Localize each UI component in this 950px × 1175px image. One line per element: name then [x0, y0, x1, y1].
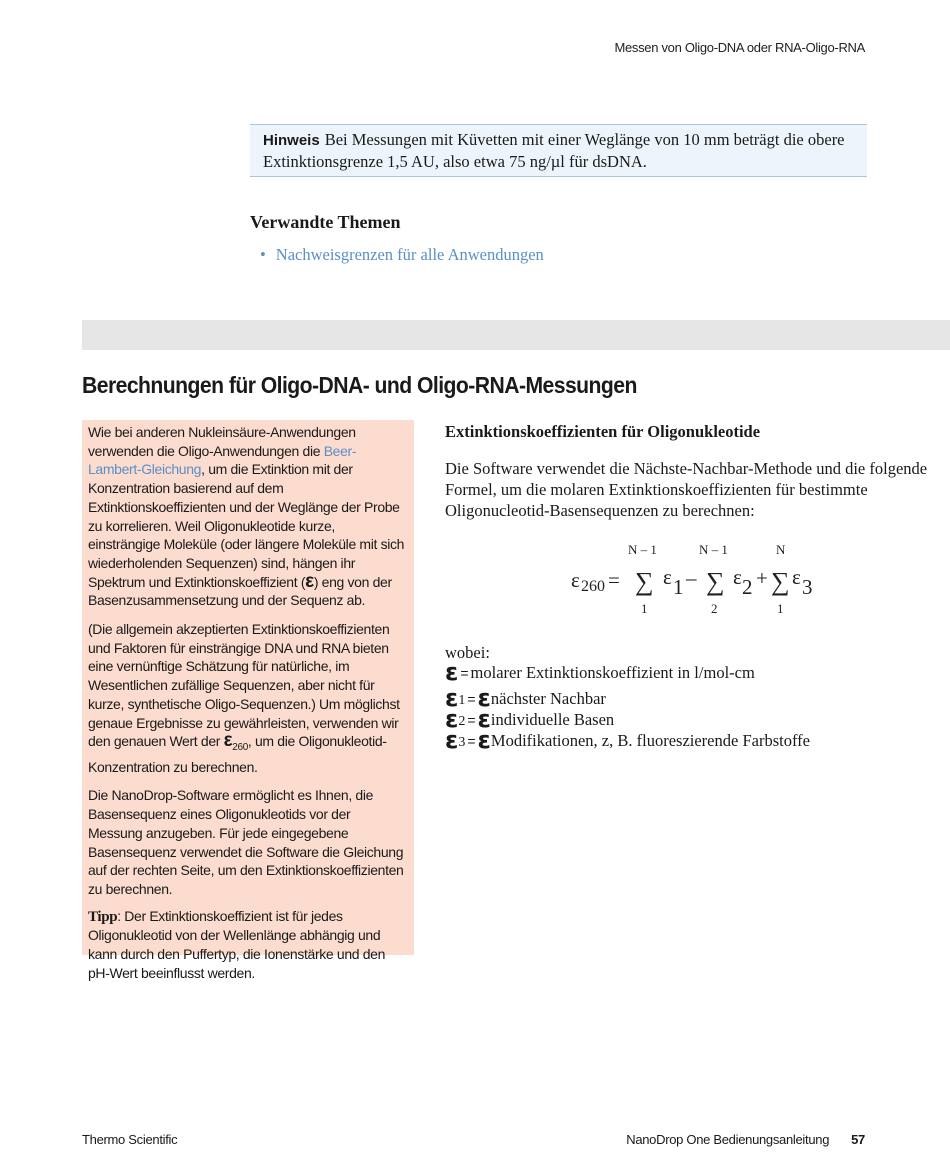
definition-epsilon — [445, 658, 755, 686]
term-subscript-1: 1 — [673, 575, 684, 599]
definition-text: Modifikationen, z, B. fluoreszierende Farbstoffe — [490, 731, 810, 750]
formula-lhs-epsilon: ε — [571, 568, 580, 592]
formula-lhs-subscript: 260 — [581, 578, 605, 595]
sidebar-p1-text-b: , um die Extinktion mit der Konzentration basierend auf dem Extinktionskoeffizienten und der Weglänge der Probe zu korrelieren. Weil Oligonukleotide kurze, einsträngige Moleküle (oder längere Moleküle mit sich wiederholenden Sequenzen) sind, hängen ihr Spektrum und Extinktionskoeffizient ( — [88, 461, 405, 590]
lower-limit-3: 1 — [777, 601, 784, 616]
wobei-label: wobei: — [445, 643, 490, 662]
bullet-icon: • — [260, 245, 266, 264]
related-link-detection-limits[interactable]: Nachweisgrenzen für alle Anwendungen — [275, 245, 544, 264]
epsilon-subscript: 2 — [458, 714, 466, 729]
footer-company: Thermo Scientific — [82, 1132, 178, 1147]
operator-plus: + — [756, 566, 768, 590]
epsilon-symbol: ε — [305, 570, 314, 592]
equals-sign: = — [467, 691, 476, 707]
sidebar-p1-text-a: Wie bei anderen Nukleinsäure-Anwendungen verwenden die Oligo-Anwendungen die — [88, 424, 356, 459]
sidebar-paragraph-3: Die NanoDrop-Software ermöglicht es Ihnen, die Basensequenz eines Oligonukleotids vor der Messung anzugeben. Für jede eingegebene Basensequenz verwendet die Software die Gleichung auf der rechten Seite, um den Extinktionskoeffizienten zu berechnen. — [88, 787, 404, 897]
sidebar-p2-text-a: (Die allgemein akzeptierten Extinktionskoeffizienten und Faktoren für einsträngige DNA und RNA bieten eine vernünftige Schätzung für natürliche, im Wesentlichen zufällige Sequenzen, aber nicht für kurze, synthetische Oligo-Sequenzen.) Um möglichst genaue Ergebnisse zu gewährleisten, verwenden wir den genauen Wert der — [88, 621, 400, 750]
definition-text: individuelle Basen — [490, 710, 615, 729]
sum-symbol-3: ∑ — [771, 567, 790, 596]
definition-epsilon-2 — [445, 705, 615, 733]
upper-limit-3: N — [776, 542, 786, 557]
epsilon-symbol: ε — [477, 726, 491, 754]
term-subscript-2: 2 — [742, 575, 753, 599]
epsilon-subscript: 260 — [232, 742, 248, 754]
epsilon-subscript: 1 — [458, 693, 466, 708]
term-epsilon-3: ε — [792, 565, 801, 589]
epsilon-symbol: ε — [445, 684, 459, 712]
tip-text: : Der Extinktionskoeffizient ist für jedes Oligonukleotid von der Wellenlänge abhängig und kann durch den Puffertyp, die Ionenstärke und den pH-Wert beeinflusst werden. — [88, 907, 386, 981]
section-title: Berechnungen für Oligo-DNA- und Oligo-RNA-Messungen — [82, 372, 637, 398]
footer-manual-title: NanoDrop One Bedienungsanleitung — [626, 1132, 830, 1147]
upper-limit-2: N – 1 — [699, 542, 728, 557]
definition-epsilon-1 — [445, 684, 606, 712]
term-subscript-3: 3 — [802, 575, 813, 599]
lower-limit-1: 1 — [641, 601, 648, 616]
page-number: 57 — [851, 1132, 865, 1147]
sum-symbol-2: ∑ — [706, 567, 725, 596]
sidebar-p1-text-c: ) eng von der Basenzusammensetzung und der Sequenz ab. — [88, 573, 392, 609]
sidebar-tip — [88, 907, 408, 983]
epsilon-symbol: ε — [445, 658, 459, 686]
extinction-coefficients-heading: Extinktionskoeffizienten für Oligonukleotide — [445, 422, 761, 441]
note-text: Bei Messungen mit Küvetten mit einer Weglänge von 10 mm beträgt die obere Extinktionsgrenze 1,5 AU, also etwa 75 ng/µl für dsDNA. — [263, 130, 845, 171]
note-label: Hinweis — [263, 132, 320, 149]
beer-lambert-link[interactable]: Beer-Lambert-Gleichung — [88, 442, 357, 478]
sidebar-p2-text-b: , um die Oligonukleotid-Konzentration zu berechnen. — [88, 733, 387, 775]
epsilon-subscript: 3 — [458, 735, 466, 750]
equals-sign: = — [467, 733, 476, 749]
intro-paragraph: Die Software verwendet die Nächste-Nachbar-Methode und die folgende Formel, um die molaren Extinktionskoeffizienten für bestimmte Oligonucleotid-Basensequenzen zu berechnen: — [445, 459, 928, 520]
epsilon-symbol: ε — [445, 726, 459, 754]
sidebar-info-box — [82, 420, 414, 981]
section-divider-band — [82, 320, 950, 350]
epsilon-symbol: ε — [223, 730, 233, 752]
formula-equals: = — [608, 568, 620, 592]
term-epsilon-2: ε — [733, 565, 742, 589]
equals-sign: = — [467, 712, 476, 728]
term-epsilon-1: ε — [663, 565, 672, 589]
epsilon-symbol: ε — [477, 684, 491, 712]
epsilon-symbol: ε — [477, 705, 491, 733]
sidebar-paragraph-1 — [88, 423, 408, 610]
note-box — [250, 124, 867, 177]
related-topics-heading: Verwandte Themen — [250, 212, 401, 232]
operator-minus: – — [686, 566, 697, 590]
sum-symbol-1: ∑ — [635, 567, 654, 596]
definition-text: molarer Extinktionskoeffizient in l/mol-cm — [470, 663, 755, 682]
tip-label: Tipp — [88, 908, 118, 925]
epsilon-symbol: ε — [445, 705, 459, 733]
extinction-formula — [560, 538, 830, 628]
footer-right — [626, 1132, 865, 1147]
definition-text: nächster Nachbar — [490, 689, 606, 708]
sidebar-paragraph-2 — [88, 620, 408, 776]
related-link-item[interactable] — [260, 245, 544, 265]
upper-limit-1: N – 1 — [628, 542, 657, 557]
lower-limit-2: 2 — [711, 601, 718, 616]
running-head: Messen von Oligo-DNA oder RNA-Oligo-RNA — [614, 40, 865, 55]
definition-epsilon-3 — [445, 726, 810, 754]
equals-sign: = — [460, 665, 469, 681]
